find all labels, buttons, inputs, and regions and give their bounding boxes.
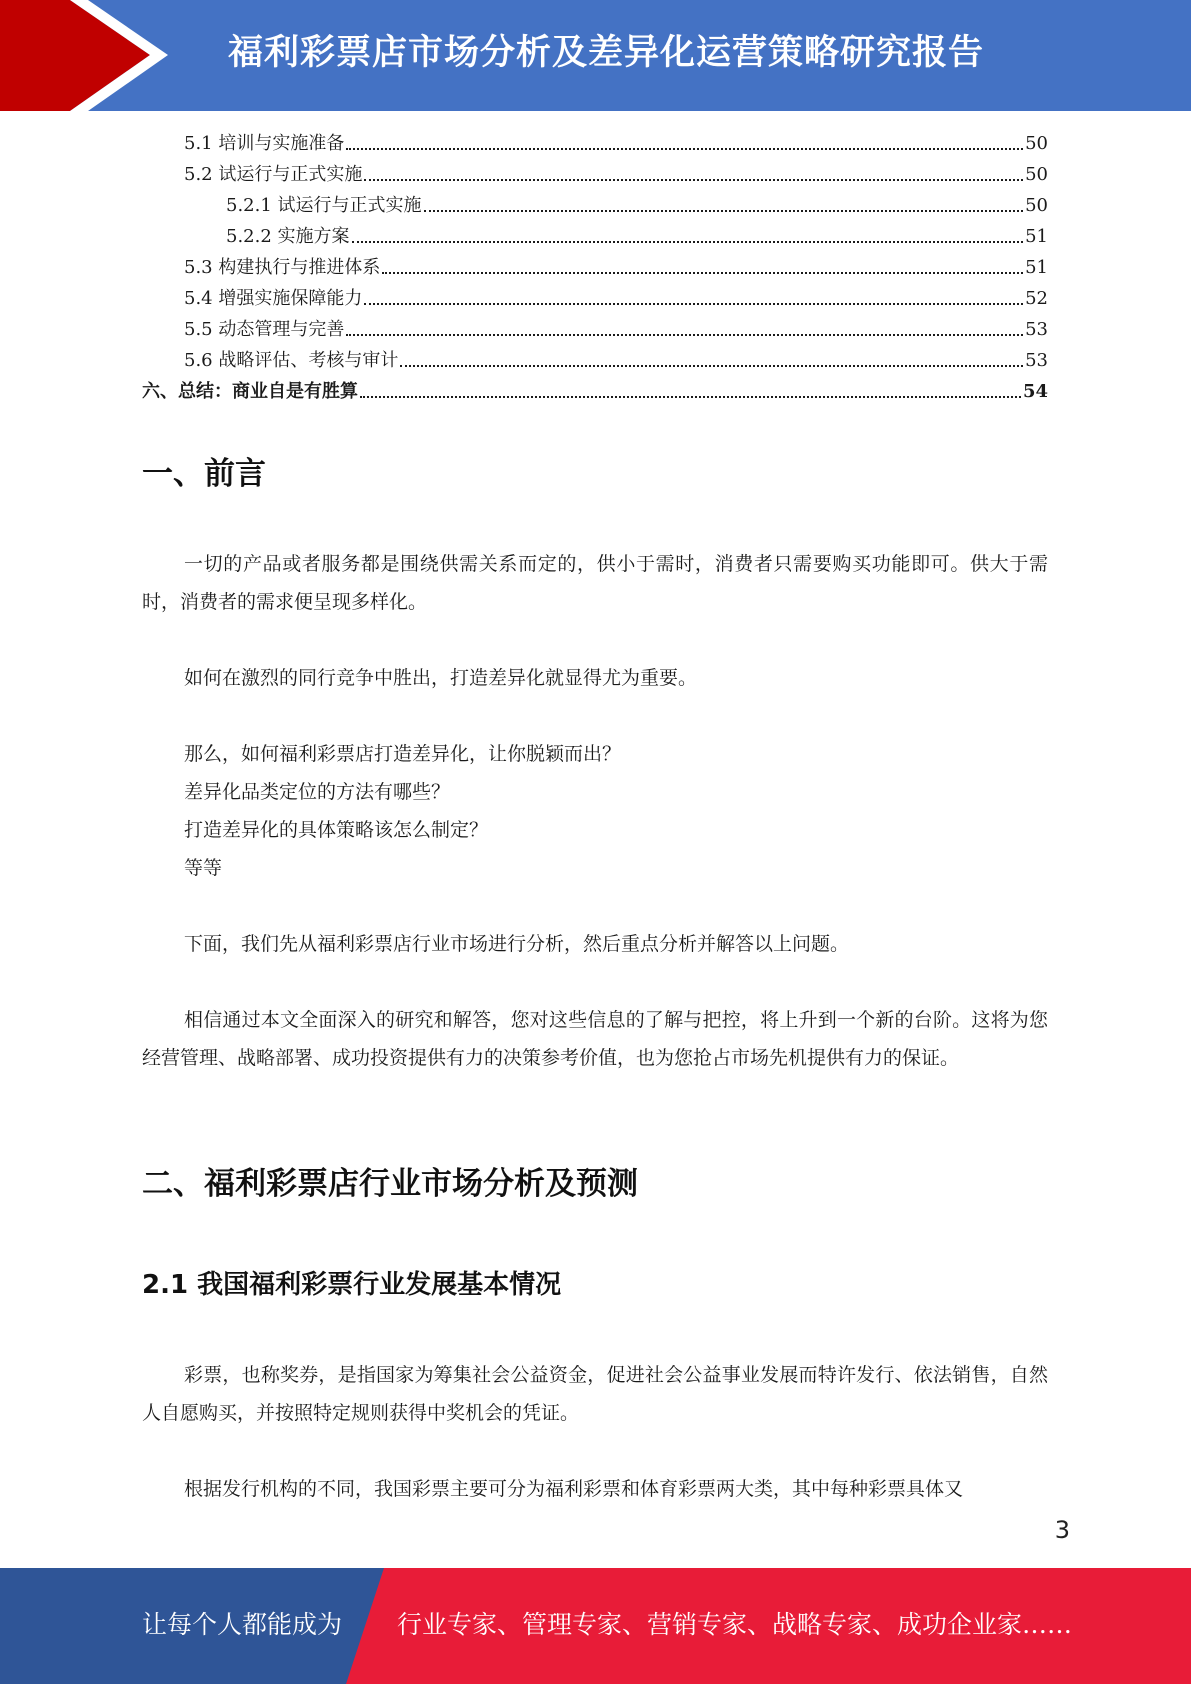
toc-entry-label: 5.2.1 试运行与正式实施 bbox=[226, 195, 422, 216]
toc-entry[interactable] bbox=[142, 128, 1048, 159]
toc-entry-page: 50 bbox=[1025, 195, 1048, 216]
question-line: 等等 bbox=[184, 857, 223, 879]
page-number: 3 bbox=[1054, 1516, 1070, 1544]
toc-entry[interactable] bbox=[142, 221, 1048, 252]
paragraph-differentiation: 如何在激烈的同行竞争中胜出，打造差异化就显得尤为重要。 bbox=[184, 667, 698, 689]
footer-banner bbox=[0, 1568, 1191, 1684]
toc-entry[interactable] bbox=[142, 159, 1048, 190]
toc-leader-dots bbox=[364, 302, 1023, 305]
toc-entry-page: 53 bbox=[1025, 319, 1048, 340]
toc-entry-label: 5.2 试运行与正式实施 bbox=[184, 164, 363, 185]
toc-entry[interactable] bbox=[142, 314, 1048, 345]
table-of-contents bbox=[142, 128, 1048, 407]
footer-slogan-left: 让每个人都能成为 bbox=[142, 1610, 343, 1639]
toc-entry-label: 六、总结：商业自是有胜算 bbox=[142, 381, 358, 402]
section-heading-market-analysis: 二、福利彩票店行业市场分析及预测 bbox=[142, 1166, 638, 1202]
toc-entry-label: 5.4 增强实施保障能力 bbox=[184, 288, 363, 309]
toc-leader-dots bbox=[382, 271, 1023, 274]
toc-entry-page: 53 bbox=[1025, 350, 1048, 371]
paragraph-lottery-definition: 彩票，也称奖券，是指国家为筹集社会公益资金，促进社会公益事业发展而特许发行、依法销售，自然人自愿购买，并按照特定规则获得中奖机会的凭证。 bbox=[142, 1364, 1048, 1424]
footer-slogan-right: 行业专家、管理专家、营销专家、战略专家、成功企业家…… bbox=[397, 1610, 1073, 1639]
toc-leader-dots bbox=[346, 333, 1023, 336]
paragraph-lottery-types: 根据发行机构的不同，我国彩票主要可分为福利彩票和体育彩票两大类，其中每种彩票具体又 bbox=[184, 1478, 964, 1500]
toc-entry-page: 50 bbox=[1025, 164, 1048, 185]
toc-entry-label: 5.5 动态管理与完善 bbox=[184, 319, 345, 340]
toc-entry[interactable] bbox=[142, 283, 1048, 314]
question-line: 打造差异化的具体策略该怎么制定？ bbox=[184, 819, 489, 841]
toc-entry-page: 51 bbox=[1025, 226, 1048, 247]
toc-entry-label: 5.2.2 实施方案 bbox=[226, 226, 350, 247]
toc-entry[interactable] bbox=[142, 190, 1048, 221]
report-title: 福利彩票店市场分析及差异化运营策略研究报告 bbox=[228, 33, 985, 73]
subsection-heading: 2.1 我国福利彩票行业发展基本情况 bbox=[142, 1270, 562, 1300]
question-line: 差异化品类定位的方法有哪些？ bbox=[184, 781, 451, 803]
toc-leader-dots bbox=[424, 209, 1024, 212]
toc-entry[interactable] bbox=[142, 345, 1048, 376]
toc-leader-dots bbox=[364, 178, 1023, 181]
toc-entry-label: 5.3 构建执行与推进体系 bbox=[184, 257, 381, 278]
toc-entry-label: 5.1 培训与实施准备 bbox=[184, 133, 345, 154]
toc-entry-label: 5.6 战略评估、考核与审计 bbox=[184, 350, 399, 371]
toc-entry-chapter[interactable] bbox=[142, 376, 1048, 407]
paragraph-supply-demand: 一切的产品或者服务都是围绕供需关系而定的，供小于需时，消费者只需要购买功能即可。供大于需时，消费者的需求便呈现多样化。 bbox=[142, 553, 1048, 613]
section-heading-preface: 一、前言 bbox=[142, 456, 266, 492]
paragraph-value-statement: 相信通过本文全面深入的研究和解答，您对这些信息的了解与把控，将上升到一个新的台阶。这将为您经营管理、战略部署、成功投资提供有力的决策参考价值，也为您抢占市场先机提供有力的保证。 bbox=[142, 1009, 1048, 1069]
toc-entry-page: 52 bbox=[1025, 288, 1048, 309]
toc-leader-dots bbox=[400, 364, 1023, 367]
toc-leader-dots bbox=[346, 147, 1023, 150]
toc-leader-dots bbox=[360, 395, 1021, 398]
toc-entry-page: 54 bbox=[1022, 381, 1048, 402]
toc-entry-page: 51 bbox=[1025, 257, 1048, 278]
toc-leader-dots bbox=[352, 240, 1024, 243]
paragraph-analysis-intro: 下面，我们先从福利彩票店行业市场进行分析，然后重点分析并解答以上问题。 bbox=[184, 933, 850, 955]
header-banner bbox=[0, 0, 1191, 111]
toc-entry-page: 50 bbox=[1025, 133, 1048, 154]
toc-entry[interactable] bbox=[142, 252, 1048, 283]
question-line: 那么，如何福利彩票店打造差异化，让你脱颖而出？ bbox=[184, 743, 622, 765]
